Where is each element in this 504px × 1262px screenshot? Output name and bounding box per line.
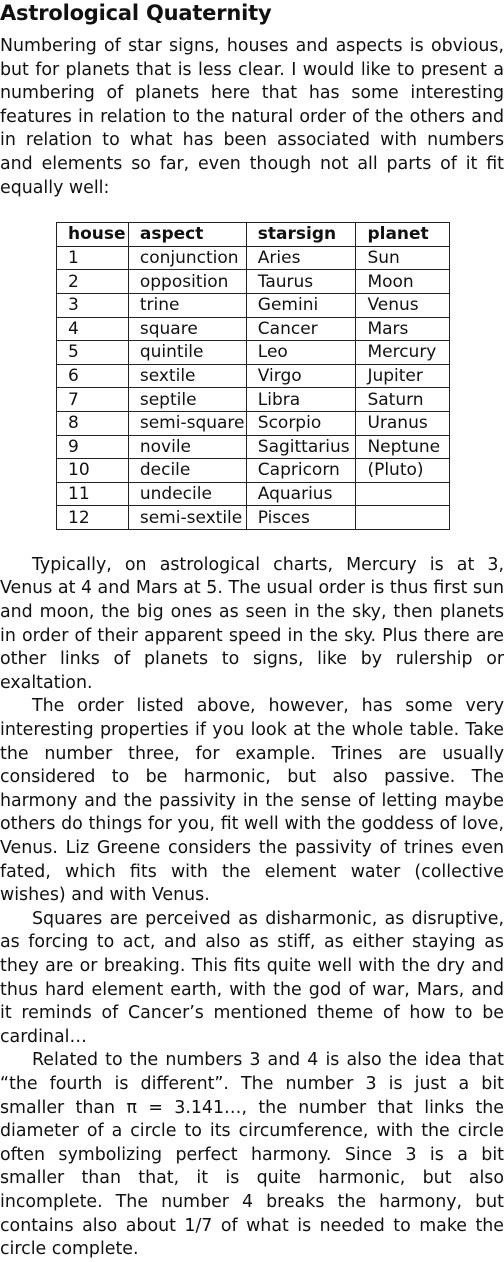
paragraph-3: Squares are perceived as disharmonic, as disruptive, as forcing to act, and also as stiff, as either staying as they are or breaking. This fits quite well with the dry and thus hard element earth, with the god of war, Mars, and it reminds of Cancer’s mentioned theme of how to be cardinal… (0, 908, 504, 1047)
cell-planet: Sun (356, 246, 450, 270)
cell-house: 1 (57, 246, 129, 270)
table-body (57, 246, 450, 529)
cell-aspect: opposition (128, 270, 246, 294)
table-row (57, 341, 450, 365)
cell-planet (356, 482, 450, 506)
table-row (57, 435, 450, 459)
cell-planet: Jupiter (356, 364, 450, 388)
paragraph-1: Typically, on astrological charts, Mercury is at 3, Venus at 4 and Mars at 5. The usual order is thus first sun and moon, the big ones as seen in the sky, then planets in order of their apparent speed in the sky. Plus there are other links of planets to signs, like by rulership or exaltation. (0, 554, 504, 693)
cell-starsign: Virgo (246, 364, 356, 388)
cell-house: 2 (57, 270, 129, 294)
cell-starsign: Cancer (246, 317, 356, 341)
cell-starsign: Taurus (246, 270, 356, 294)
header-starsign: starsign (246, 223, 356, 247)
body-text (0, 554, 504, 1262)
cell-house: 6 (57, 364, 129, 388)
cell-house: 5 (57, 341, 129, 365)
numbering-table-container (56, 222, 450, 530)
intro-paragraph: Numbering of star signs, houses and aspects is obvious, but for planets that is less clear. I would like to present a numbering of planets here that has some interesting features in relation to the natural order of the others and in relation to what has been associated with numbers and elements so far, even though not all parts of it fit equally well: (0, 36, 504, 198)
table-row (57, 317, 450, 341)
paragraph-4: Related to the numbers 3 and 4 is also the idea that “the fourth is different”. The number 3 is just a bit smaller than π = 3.141…, the number that links the diameter of a circle to its circumference, with the circle often symbolizing perfect harmony. Since 3 is a bit smaller than that, it is quite harmonic, but also incomplete. The number 4 breaks the harmony, but contains also about 1/7 of what is needed to make the circle complete. (0, 1050, 504, 1260)
cell-aspect: semi-square (128, 411, 246, 435)
table-header-row (57, 223, 450, 247)
cell-house: 3 (57, 293, 129, 317)
cell-planet: Venus (356, 293, 450, 317)
table-row (57, 246, 450, 270)
cell-house: 8 (57, 411, 129, 435)
cell-starsign: Scorpio (246, 411, 356, 435)
table-row (57, 411, 450, 435)
table-row (57, 364, 450, 388)
cell-planet (356, 506, 450, 530)
table-row (57, 270, 450, 294)
header-planet: planet (356, 223, 450, 247)
cell-starsign: Pisces (246, 506, 356, 530)
cell-aspect: square (128, 317, 246, 341)
cell-planet: Uranus (356, 411, 450, 435)
cell-house: 11 (57, 482, 129, 506)
cell-aspect: sextile (128, 364, 246, 388)
cell-starsign: Capricorn (246, 459, 356, 483)
cell-house: 12 (57, 506, 129, 530)
cell-starsign: Gemini (246, 293, 356, 317)
cell-aspect: decile (128, 459, 246, 483)
header-house: house (57, 223, 129, 247)
cell-house: 10 (57, 459, 129, 483)
section-title: Astrological Quaternity (0, 1, 272, 25)
cell-aspect: septile (128, 388, 246, 412)
table-row (57, 293, 450, 317)
header-aspect: aspect (128, 223, 246, 247)
cell-planet: Moon (356, 270, 450, 294)
cell-aspect: semi-sextile (128, 506, 246, 530)
cell-aspect: trine (128, 293, 246, 317)
cell-aspect: quintile (128, 341, 246, 365)
cell-planet: Saturn (356, 388, 450, 412)
cell-starsign: Leo (246, 341, 356, 365)
cell-starsign: Libra (246, 388, 356, 412)
table-row (57, 388, 450, 412)
cell-planet: Mercury (356, 341, 450, 365)
table-row (57, 482, 450, 506)
cell-aspect: undecile (128, 482, 246, 506)
numbering-table (56, 222, 450, 530)
cell-house: 7 (57, 388, 129, 412)
cell-aspect: novile (128, 435, 246, 459)
table-row (57, 459, 450, 483)
cell-house: 9 (57, 435, 129, 459)
cell-starsign: Aries (246, 246, 356, 270)
table-row (57, 506, 450, 530)
cell-aspect: conjunction (128, 246, 246, 270)
paragraph-2: The order listed above, however, has some very interesting properties if you look at the whole table. Take the number three, for example. Trines are usually considered to be harmonic, but also passive. The harmony and the passivity in the sense of letting maybe others do things for you, fit well with the goddess of love, Venus. Liz Greene considers the passivity of trines even fated, which fits with the element water (collective wishes) and with Venus. (0, 696, 504, 906)
cell-house: 4 (57, 317, 129, 341)
cell-planet: Mars (356, 317, 450, 341)
cell-starsign: Sagittarius (246, 435, 356, 459)
cell-starsign: Aquarius (246, 482, 356, 506)
cell-planet: (Pluto) (356, 459, 450, 483)
cell-planet: Neptune (356, 435, 450, 459)
